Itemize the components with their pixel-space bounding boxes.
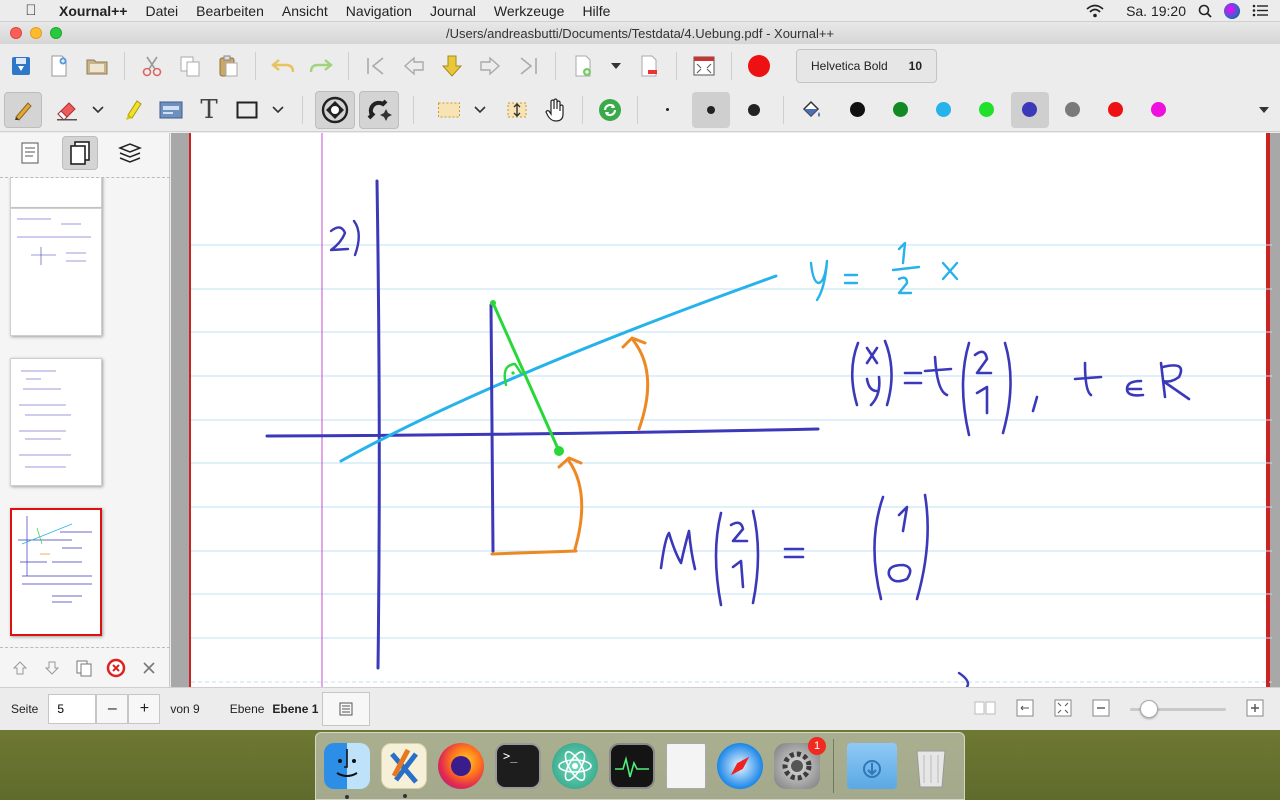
menu-journal[interactable]: Journal — [429, 2, 476, 19]
color-dot-icon — [1108, 102, 1123, 117]
page-number-input[interactable] — [48, 694, 96, 724]
page-thumbnail[interactable] — [10, 358, 102, 486]
color-swatch-button[interactable] — [1011, 92, 1049, 128]
last-page-icon[interactable] — [513, 51, 543, 81]
zoom-slider[interactable] — [1130, 699, 1226, 719]
color-swatch-button[interactable] — [1140, 92, 1178, 128]
first-page-icon[interactable] — [361, 51, 391, 81]
fullscreen-icon[interactable] — [689, 51, 719, 81]
tools-toolbar — [0, 88, 1280, 132]
document-page[interactable] — [189, 133, 1270, 687]
zoom-fit-page-icon[interactable] — [1054, 699, 1072, 720]
two-page-view-icon[interactable] — [974, 700, 996, 719]
text-tool-icon[interactable]: T — [200, 94, 218, 125]
color-dot-icon — [1065, 102, 1080, 117]
refresh-icon[interactable] — [595, 95, 625, 125]
main-toolbar — [0, 44, 1280, 88]
app-window — [0, 22, 1280, 730]
redo-icon[interactable] — [306, 51, 336, 81]
window-title: /Users/andreasbutti/Documents/Testdata/4.Uebung.pdf - Xournal++ — [445, 25, 835, 41]
font-name-label: Helvetica Bold — [811, 59, 888, 73]
layer-menu-icon[interactable] — [322, 692, 370, 726]
highlighter-tool-icon[interactable] — [118, 95, 148, 125]
previous-page-icon[interactable] — [399, 51, 429, 81]
color-palette — [836, 92, 1180, 128]
color-dot-icon — [979, 102, 994, 117]
vertical-space-icon[interactable] — [502, 95, 532, 125]
document-icon[interactable] — [666, 743, 706, 789]
layer-value[interactable]: Ebene 1 — [272, 702, 319, 716]
line-width-medium-button[interactable] — [692, 92, 730, 128]
finder-icon[interactable] — [324, 743, 370, 789]
font-selector-button[interactable] — [796, 49, 937, 83]
zoom-out-icon[interactable] — [1092, 699, 1110, 720]
layer-label: Ebene — [229, 702, 265, 716]
close-sidebar-icon[interactable] — [134, 653, 164, 683]
notification-center-icon[interactable] — [1252, 4, 1268, 17]
move-page-up-icon[interactable] — [5, 653, 35, 683]
line-width-fine-button[interactable] — [649, 92, 687, 128]
undo-icon[interactable] — [268, 51, 298, 81]
page-decrement-button[interactable]: – — [96, 694, 128, 724]
page-sidebar — [0, 133, 170, 687]
page-thumbnail-list — [0, 177, 170, 647]
firefox-icon[interactable] — [438, 743, 484, 789]
sidebar-tab-layers-icon[interactable] — [112, 136, 148, 170]
sidebar-tab-toc-icon[interactable] — [12, 136, 48, 170]
select-dropdown-icon[interactable] — [472, 95, 488, 125]
insert-page-icon[interactable] — [568, 51, 598, 81]
zoom-fit-width-icon[interactable] — [1016, 699, 1034, 720]
open-file-icon[interactable] — [82, 51, 112, 81]
save-icon[interactable] — [6, 51, 36, 81]
snap-to-grid-icon[interactable] — [359, 91, 399, 129]
color-dot-icon — [850, 102, 865, 117]
delete-page-button-icon[interactable] — [101, 653, 131, 683]
page-thumbnail[interactable] — [10, 208, 102, 336]
shape-recognizer-icon[interactable] — [315, 91, 355, 129]
cut-icon[interactable] — [137, 51, 167, 81]
color-dot-icon — [936, 102, 951, 117]
insert-page-dropdown-icon[interactable] — [606, 51, 626, 81]
color-swatch-button[interactable] — [1097, 92, 1135, 128]
downloads-folder-icon[interactable] — [847, 743, 897, 789]
pen-tool-icon[interactable] — [4, 92, 42, 128]
page-label: Seite — [11, 702, 39, 716]
page-drawing[interactable] — [191, 133, 1272, 687]
sidebar-tabs — [0, 133, 170, 173]
window-titlebar — [0, 22, 1280, 44]
fill-bucket-icon[interactable] — [796, 95, 826, 125]
select-rectangle-icon[interactable] — [434, 95, 464, 125]
dock-separator — [833, 739, 834, 793]
record-icon — [748, 55, 770, 77]
next-page-icon[interactable] — [475, 51, 505, 81]
page-increment-button[interactable]: + — [128, 694, 160, 724]
minimize-window-button[interactable] — [30, 27, 42, 39]
xournal-icon[interactable] — [381, 743, 427, 789]
color-swatch-button[interactable] — [968, 92, 1006, 128]
color-swatch-button[interactable] — [882, 92, 920, 128]
delete-page-icon[interactable] — [634, 51, 664, 81]
siri-icon[interactable] — [1224, 3, 1240, 19]
page-thumbnail-current[interactable] — [10, 508, 102, 636]
menubar-clock[interactable]: Sa. 19:20 — [1126, 2, 1186, 19]
menu-app-name[interactable]: Xournal++ — [59, 2, 128, 19]
color-swatch-button[interactable] — [1054, 92, 1092, 128]
color-swatch-button[interactable] — [839, 92, 877, 128]
menu-werkzeuge[interactable]: Werkzeuge — [493, 2, 565, 19]
menu-ansicht[interactable]: Ansicht — [281, 2, 328, 19]
zoom-in-icon[interactable] — [1246, 699, 1264, 720]
menu-bearbeiten[interactable]: Bearbeiten — [196, 2, 264, 19]
menu-navigation[interactable]: Navigation — [345, 2, 412, 19]
terminal-icon[interactable]: >_ — [495, 743, 541, 789]
trash-icon[interactable] — [908, 743, 954, 789]
menu-hilfe[interactable]: Hilfe — [582, 2, 611, 19]
zoom-window-button[interactable] — [50, 27, 62, 39]
sidebar-page-actions — [0, 647, 170, 687]
color-swatch-button[interactable] — [925, 92, 963, 128]
menu-datei[interactable]: Datei — [145, 2, 179, 19]
duplicate-page-icon[interactable] — [69, 653, 99, 683]
color-dot-icon — [1022, 102, 1037, 117]
wifi-icon[interactable] — [1086, 4, 1104, 18]
activity-monitor-icon[interactable] — [609, 743, 655, 789]
color-dot-icon — [893, 102, 908, 117]
paste-icon[interactable] — [213, 51, 243, 81]
menubar — [0, 0, 1280, 22]
sidebar-tab-preview-icon[interactable] — [62, 136, 98, 170]
spotlight-search-icon[interactable] — [1198, 4, 1212, 18]
line-width-thick-button[interactable] — [735, 92, 773, 128]
zoom-slider-thumb[interactable] — [1140, 700, 1158, 718]
image-tool-icon[interactable] — [156, 95, 186, 125]
dock — [315, 732, 965, 800]
close-window-button[interactable] — [10, 27, 22, 39]
safari-icon[interactable] — [717, 743, 763, 789]
page-thumbnail[interactable] — [10, 177, 102, 208]
eraser-tool-icon[interactable] — [52, 95, 82, 125]
system-preferences-icon[interactable] — [774, 740, 821, 789]
color-dot-icon — [1151, 102, 1166, 117]
shape-dropdown-icon[interactable] — [270, 95, 286, 125]
document-canvas[interactable] — [171, 133, 1280, 687]
goto-page-icon[interactable] — [437, 51, 467, 81]
move-page-down-icon[interactable] — [37, 653, 67, 683]
record-audio-button[interactable] — [744, 51, 774, 81]
toolbar-overflow-icon[interactable] — [1254, 95, 1274, 125]
rectangle-tool-icon[interactable] — [232, 95, 262, 125]
page-count-label: von 9 — [170, 702, 200, 716]
notification-badge: 1 — [808, 737, 826, 755]
copy-icon[interactable] — [175, 51, 205, 81]
eraser-dropdown-icon[interactable] — [90, 95, 106, 125]
font-size-label: 10 — [908, 59, 922, 73]
apple-icon[interactable] — [20, 2, 42, 19]
new-document-icon[interactable] — [44, 51, 74, 81]
atom-icon[interactable] — [552, 743, 598, 789]
status-bar — [0, 687, 1280, 730]
hand-tool-icon[interactable] — [540, 95, 570, 125]
